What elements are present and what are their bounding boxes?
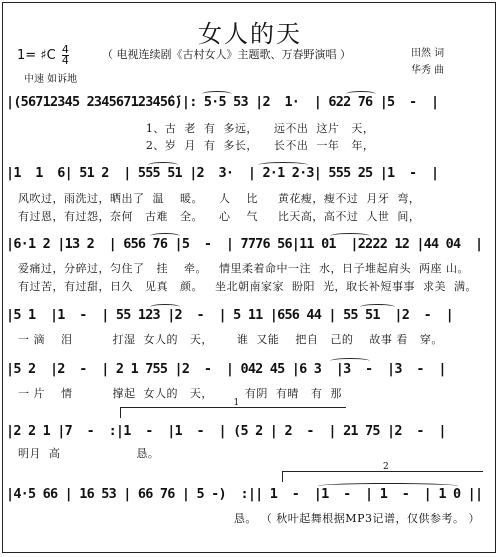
- notation-line-5: |5 2 |2 - | 2 1 755 |2 - | 042 45 |6 3 |3 - |3 - |: [6, 361, 446, 377]
- song-title: 女人的天: [198, 20, 302, 48]
- lyric-line-5: 一 片 情 撑起 女人的 天， 有阴 有晴 有 那: [18, 387, 342, 400]
- lyric-line-4: 一 滴 泪 打湿 女人的 天， 谁 又能 把自 己的 故事 看 穿。: [18, 333, 443, 346]
- tempo-marking: 中速 如诉地: [24, 74, 78, 85]
- slur: [330, 358, 370, 364]
- lyric-line-2-verse-2: 有过恩，有过怨，奈何 古难 全。 心 气 比天高，高不过 人世 间，: [18, 210, 421, 223]
- lyric-line-7: 恳。 （ 秋叶起舞根据MP3记谱，仅供参考。 ）: [18, 512, 480, 525]
- second-ending-label: 2: [383, 462, 389, 472]
- lyricist-credit: 田然 词: [411, 48, 445, 59]
- first-ending-label: 1: [233, 398, 240, 408]
- composer-credit: 华秀 曲: [411, 65, 445, 76]
- slur: [360, 304, 395, 310]
- lyric-line-3-verse-1: 爱痛过，分碎过，匀住了 挂 牵。 情里柔着命中一注 水，日子堆起肩头 两座 山。: [18, 262, 469, 275]
- time-signature: [62, 45, 69, 66]
- second-ending-bracket: [282, 462, 483, 482]
- lyric-line-1-verse-1: 1、古 老 有 多远， 远不出 这片 天，: [18, 122, 375, 135]
- slur: [202, 91, 232, 97]
- lyric-line-6: 明月 高 恳。: [18, 447, 160, 460]
- tie: [318, 483, 458, 489]
- key-signature: [17, 45, 69, 66]
- slur: [346, 91, 376, 97]
- slur: [150, 304, 180, 310]
- time-top: 4: [61, 43, 69, 56]
- lyric-line-3-verse-2: 有过苦，有过甜，日久 见真 颜。 坐北朝南家家 盼阳 光，取长补短事事 求美 满。: [18, 280, 477, 293]
- notation-line-6: |2 2 1 |7 - :|1 - |1 - | (5 2 | 2 - | 21 75 |2 - |: [6, 423, 446, 439]
- slur: [148, 162, 178, 168]
- notation-line-7: |4·5 66 | 16 53 | 66 76 | 5 -) :|| 1 - |1 - | 1 - | 1 0 ||: [6, 486, 483, 502]
- credits: [411, 45, 444, 79]
- song-subtitle: （ 电视连续剧《古村女人》主题歌、万春野演唱 ）: [102, 48, 351, 61]
- lyric-line-1-verse-2: 2、岁 月 有 多长， 长不出 一年 年，: [18, 139, 375, 152]
- notation-line-1: |(56712345 23456712345̇6̇)|: 5·5 53 |2 1· | 622 76 |5 - |: [6, 94, 439, 110]
- lyric-line-2-verse-1: 风吹过，雨洗过，晒出了 温 暖。 人 比 黄花瘦，瘦不过 月牙 弯，: [18, 192, 421, 205]
- time-bottom: 4: [61, 54, 69, 67]
- notation-line-4: |5 1 |1 - | 55 123 |2 - | 5 11 |656 44 | 55 51 |2 - |: [6, 307, 453, 323]
- slur: [258, 162, 308, 168]
- first-ending-bracket: [120, 398, 346, 418]
- slur: [150, 233, 180, 239]
- notation-line-2: |1 1 6| 51 2 | 555 51 |2 3· | 2·1 2·3| 555 25 |1 - |: [6, 165, 439, 181]
- notation-line-3: |6·1 2 |13 2 | 656 76 |5 - | 7776 56|11 01 |2222 12 |44 04 |: [6, 236, 483, 252]
- key-label: 1= ♯C: [17, 48, 56, 63]
- slur: [330, 233, 370, 239]
